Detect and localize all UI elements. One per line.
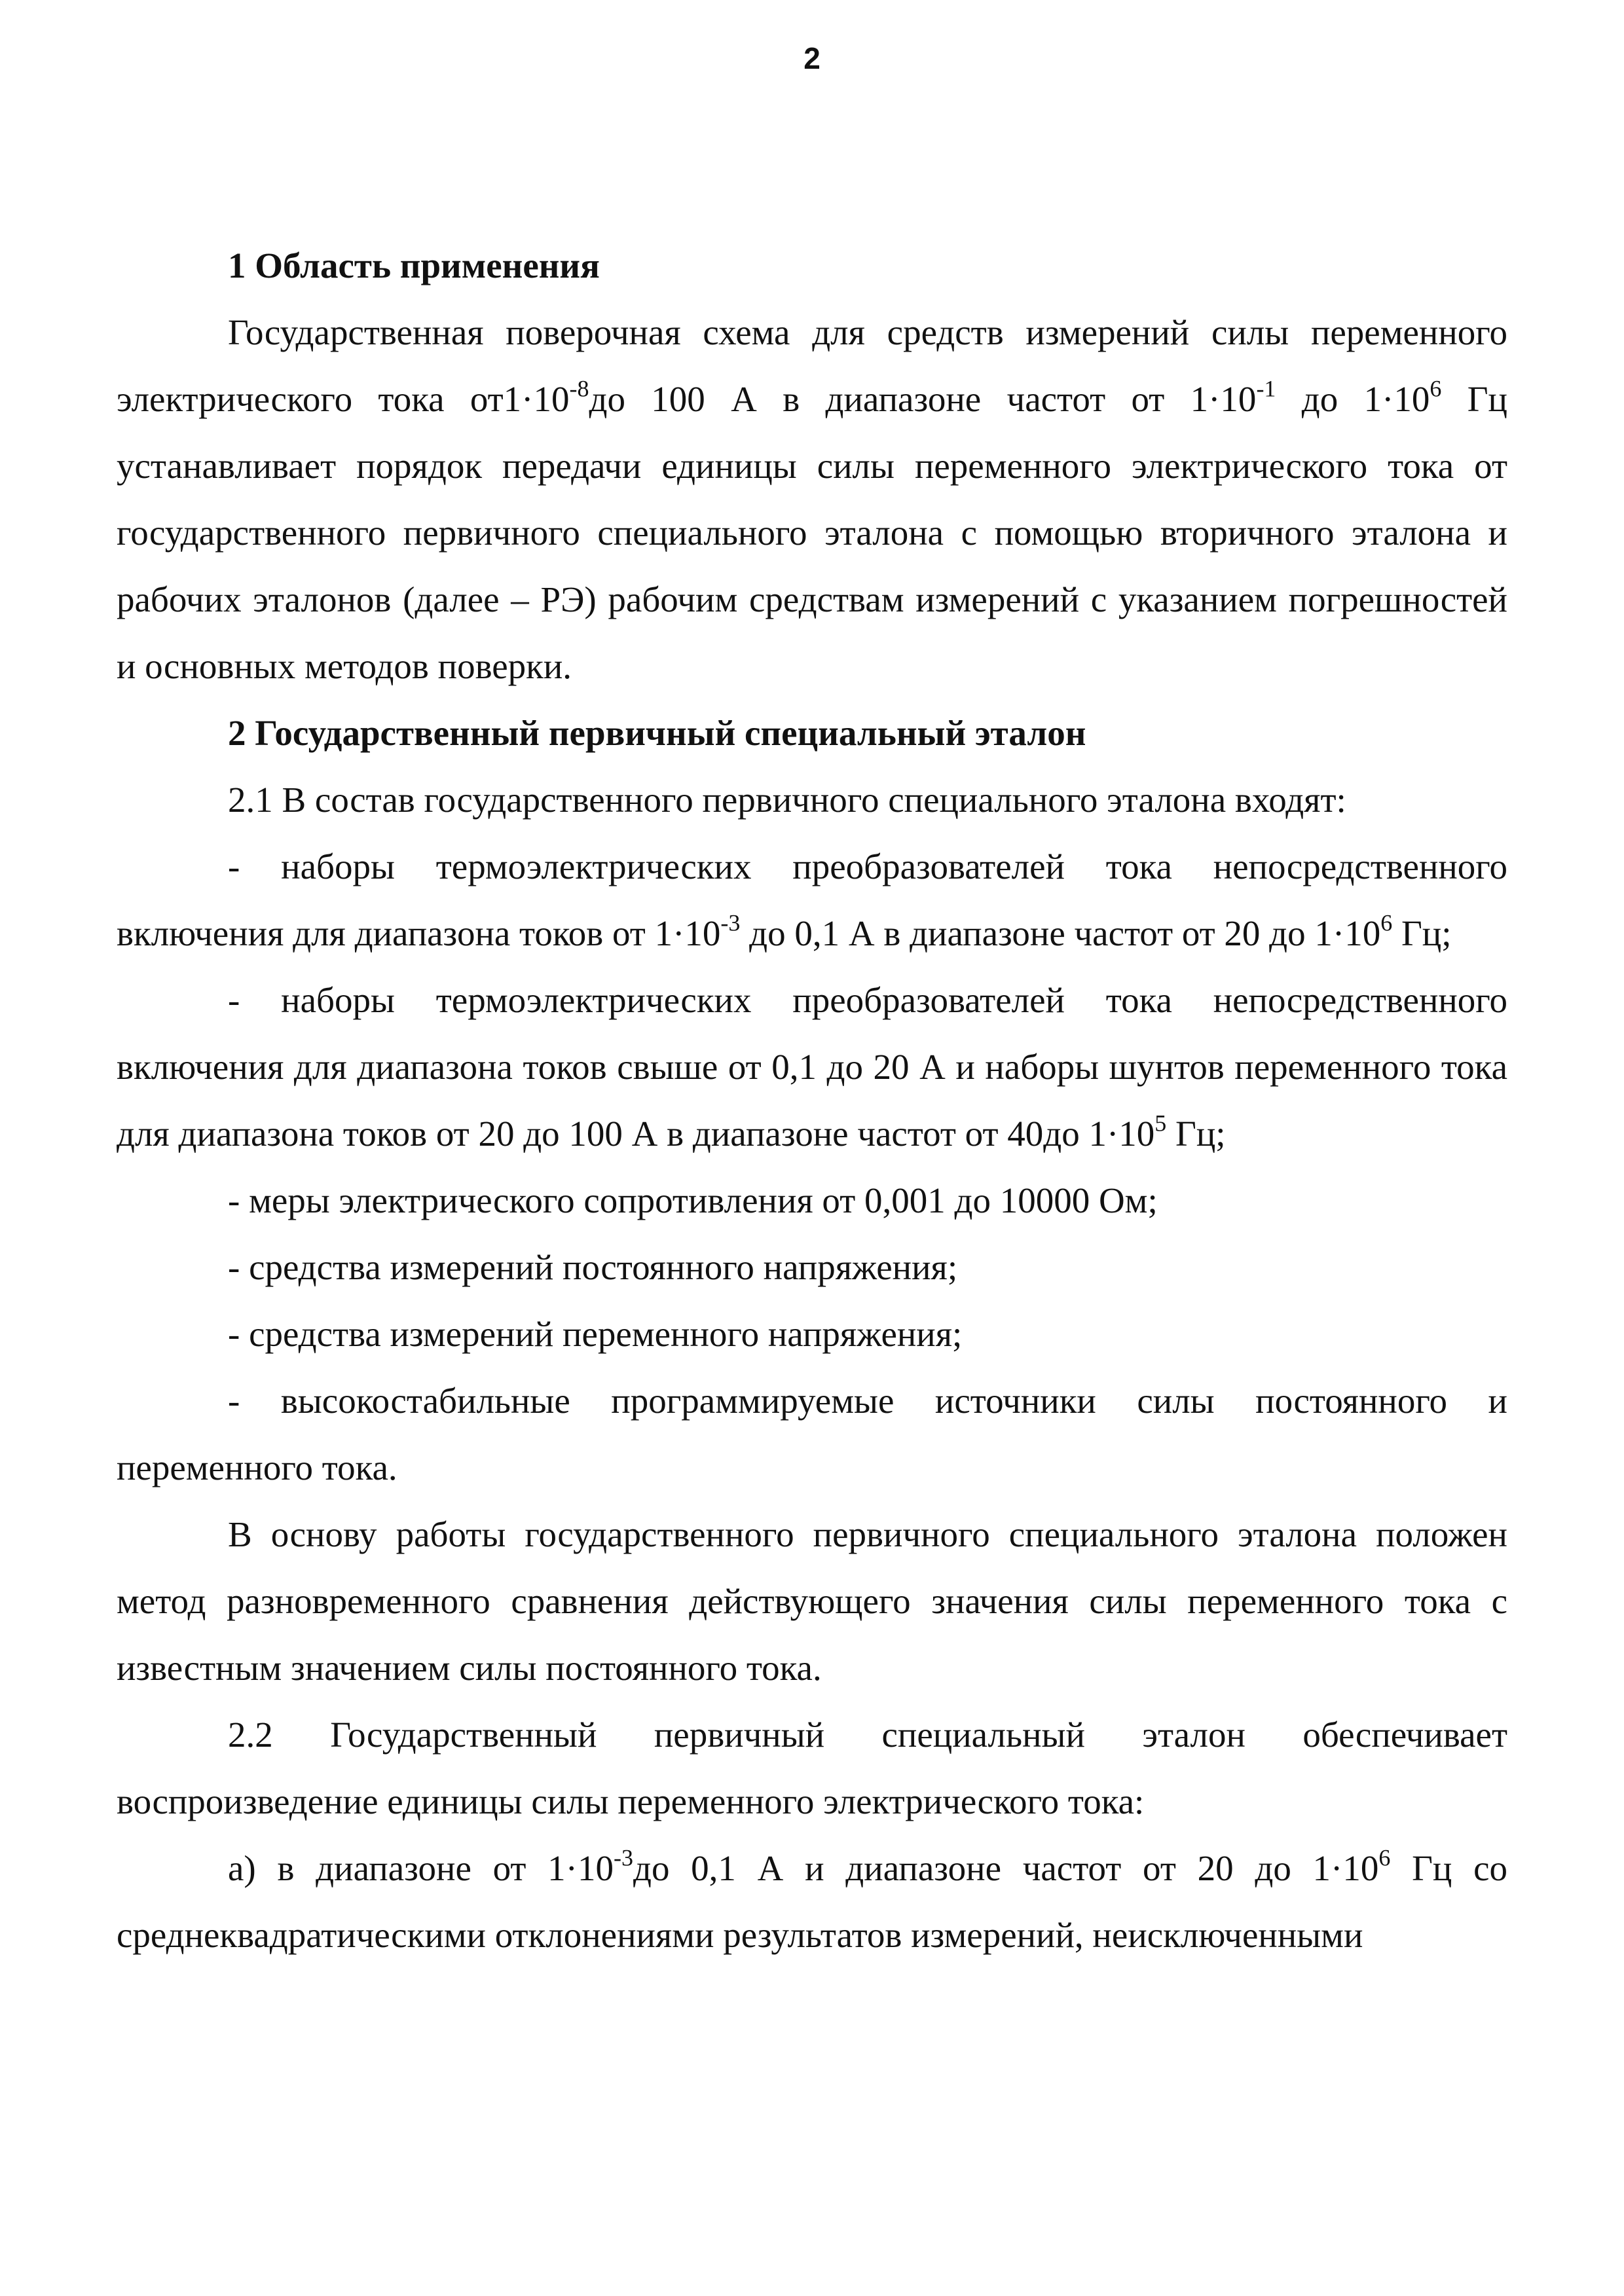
scope-text-a: Государственная поверочная схема для средств измерений силы переменного электрического тока от1·10: [117, 312, 1507, 419]
item1-exponent-b: 6: [1380, 909, 1393, 936]
item1-text-c: Гц;: [1392, 913, 1452, 953]
clause-2-1: 2.1 В состав государственного первичного специального эталона входят:: [228, 780, 1346, 820]
item2-text-a: - наборы термоэлектрических преобразователей тока непосредственного включения для диапазона токов свыше от 0,1 до 20 А и наборы шунтов переменного тока для диапазона токов от 20 до 100 А в диапазоне частот от 40до 1·10: [117, 980, 1507, 1154]
item1-text-b: до 0,1 А в диапазоне частот от 20 до 1·10: [740, 913, 1381, 953]
clause-2-2: 2.2 Государственный первичный специальный эталон обеспечивает воспроизведение единицы силы переменного электрического тока:: [117, 1715, 1507, 1821]
list-item-resistance-measures: - меры электрического сопротивления от 0,001 до 10000 Ом;: [228, 1180, 1158, 1220]
list-item-a: [117, 1835, 1507, 1969]
item1-text-a: - наборы термоэлектрических преобразователей тока непосредственного включения для диапазона токов от 1·10: [117, 847, 1507, 953]
list-item-thermoelectric-low: [117, 833, 1507, 967]
itemA-text-b: до 0,1 А и диапазоне частот от 20 до 1·10: [633, 1848, 1379, 1888]
scope-exponent-c: 6: [1430, 375, 1442, 402]
list-item-current-sources: - высокостабильные программируемые источники силы постоянного и переменного тока.: [117, 1381, 1507, 1487]
scope-text-b: до 100 А в диапазоне частот от 1·10: [589, 379, 1257, 419]
scope-paragraph: [117, 299, 1507, 700]
list-item-dc-voltage: - средства измерений постоянного напряжения;: [228, 1247, 958, 1287]
list-item-thermoelectric-high: [117, 967, 1507, 1167]
itemA-text-c: Гц со среднеквадратическими отклонениями результатов измерений, неисключенными: [117, 1848, 1507, 1955]
scope-exponent-a: -8: [569, 375, 589, 402]
list-item-ac-voltage: - средства измерений переменного напряжения;: [228, 1314, 963, 1354]
item2-text-b: Гц;: [1166, 1114, 1226, 1154]
method-paragraph: В основу работы государственного первичного специального эталона положен метод разновременного сравнения действующего значения силы переменного тока с известным значением силы постоянного тока.: [117, 1514, 1507, 1688]
itemA-exponent-a: -3: [613, 1844, 633, 1871]
item1-exponent-a: -3: [720, 909, 741, 936]
scope-text-c: до 1·10: [1276, 379, 1430, 419]
document-body: [117, 232, 1507, 1969]
page-number: 2: [803, 41, 821, 75]
scope-exponent-b: -1: [1256, 375, 1276, 402]
item2-exponent-a: 5: [1154, 1110, 1167, 1137]
itemA-text-a: а) в диапазоне от 1·10: [228, 1848, 614, 1888]
section-1-heading: 1 Область применения: [228, 246, 600, 285]
scope-text-d: Гц устанавливает порядок передачи единицы силы переменного электрического тока от государственного первичного специального эталона с помощью вторичного эталона и рабочих эталонов (далее – РЭ) рабочим средствам измерений с указанием погрешностей и основных методов поверки.: [117, 379, 1507, 686]
itemA-exponent-b: 6: [1378, 1844, 1391, 1871]
section-2-heading: 2 Государственный первичный специальный эталон: [228, 713, 1086, 753]
